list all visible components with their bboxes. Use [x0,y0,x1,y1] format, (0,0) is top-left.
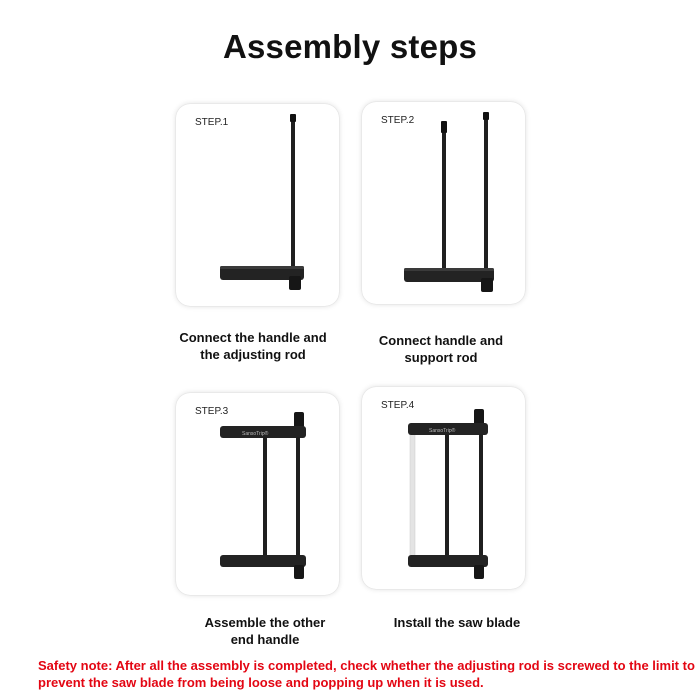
step-3-label: STEP.3 [195,406,229,417]
safety-note: Safety note: After all the assembly is completed, check whether the adjusting rod is screwed to the limit to prevent the saw blade from being loose and popping up when it is used. [38,658,695,690]
step-4-card [362,387,525,589]
step-4-illustration [362,387,525,589]
step-3-caption-line2: end handle [230,632,300,647]
step-1-illustration [176,104,339,306]
step-3-caption [165,614,365,648]
step-1-caption-line1: Connect the handle and [179,330,327,345]
page-title: Assembly steps [222,28,478,65]
step-2-caption [341,332,541,366]
step-1-caption [153,329,353,363]
step-2-caption-line1: Connect handle and [378,333,504,348]
step-2-caption-line2: support rod [404,350,478,365]
step-4-brand-text: SansoTrip® [429,428,456,434]
step-3-card [176,393,339,595]
step-3-illustration [176,393,339,595]
step-4-label: STEP.4 [381,400,415,411]
step-1-caption-line2: the adjusting rod [200,347,306,362]
step-1-label: STEP.1 [195,117,229,128]
step-3-brand-text: SansoTrip® [242,431,269,437]
step-2-label: STEP.2 [381,115,415,126]
step-2-illustration [362,102,525,304]
step-3-caption-line1: Assemble the other [204,615,326,630]
step-2-card [362,102,525,304]
step-4-caption-line1: Install the saw blade [393,615,521,630]
step-1-card [176,104,339,306]
step-4-caption [357,614,557,631]
